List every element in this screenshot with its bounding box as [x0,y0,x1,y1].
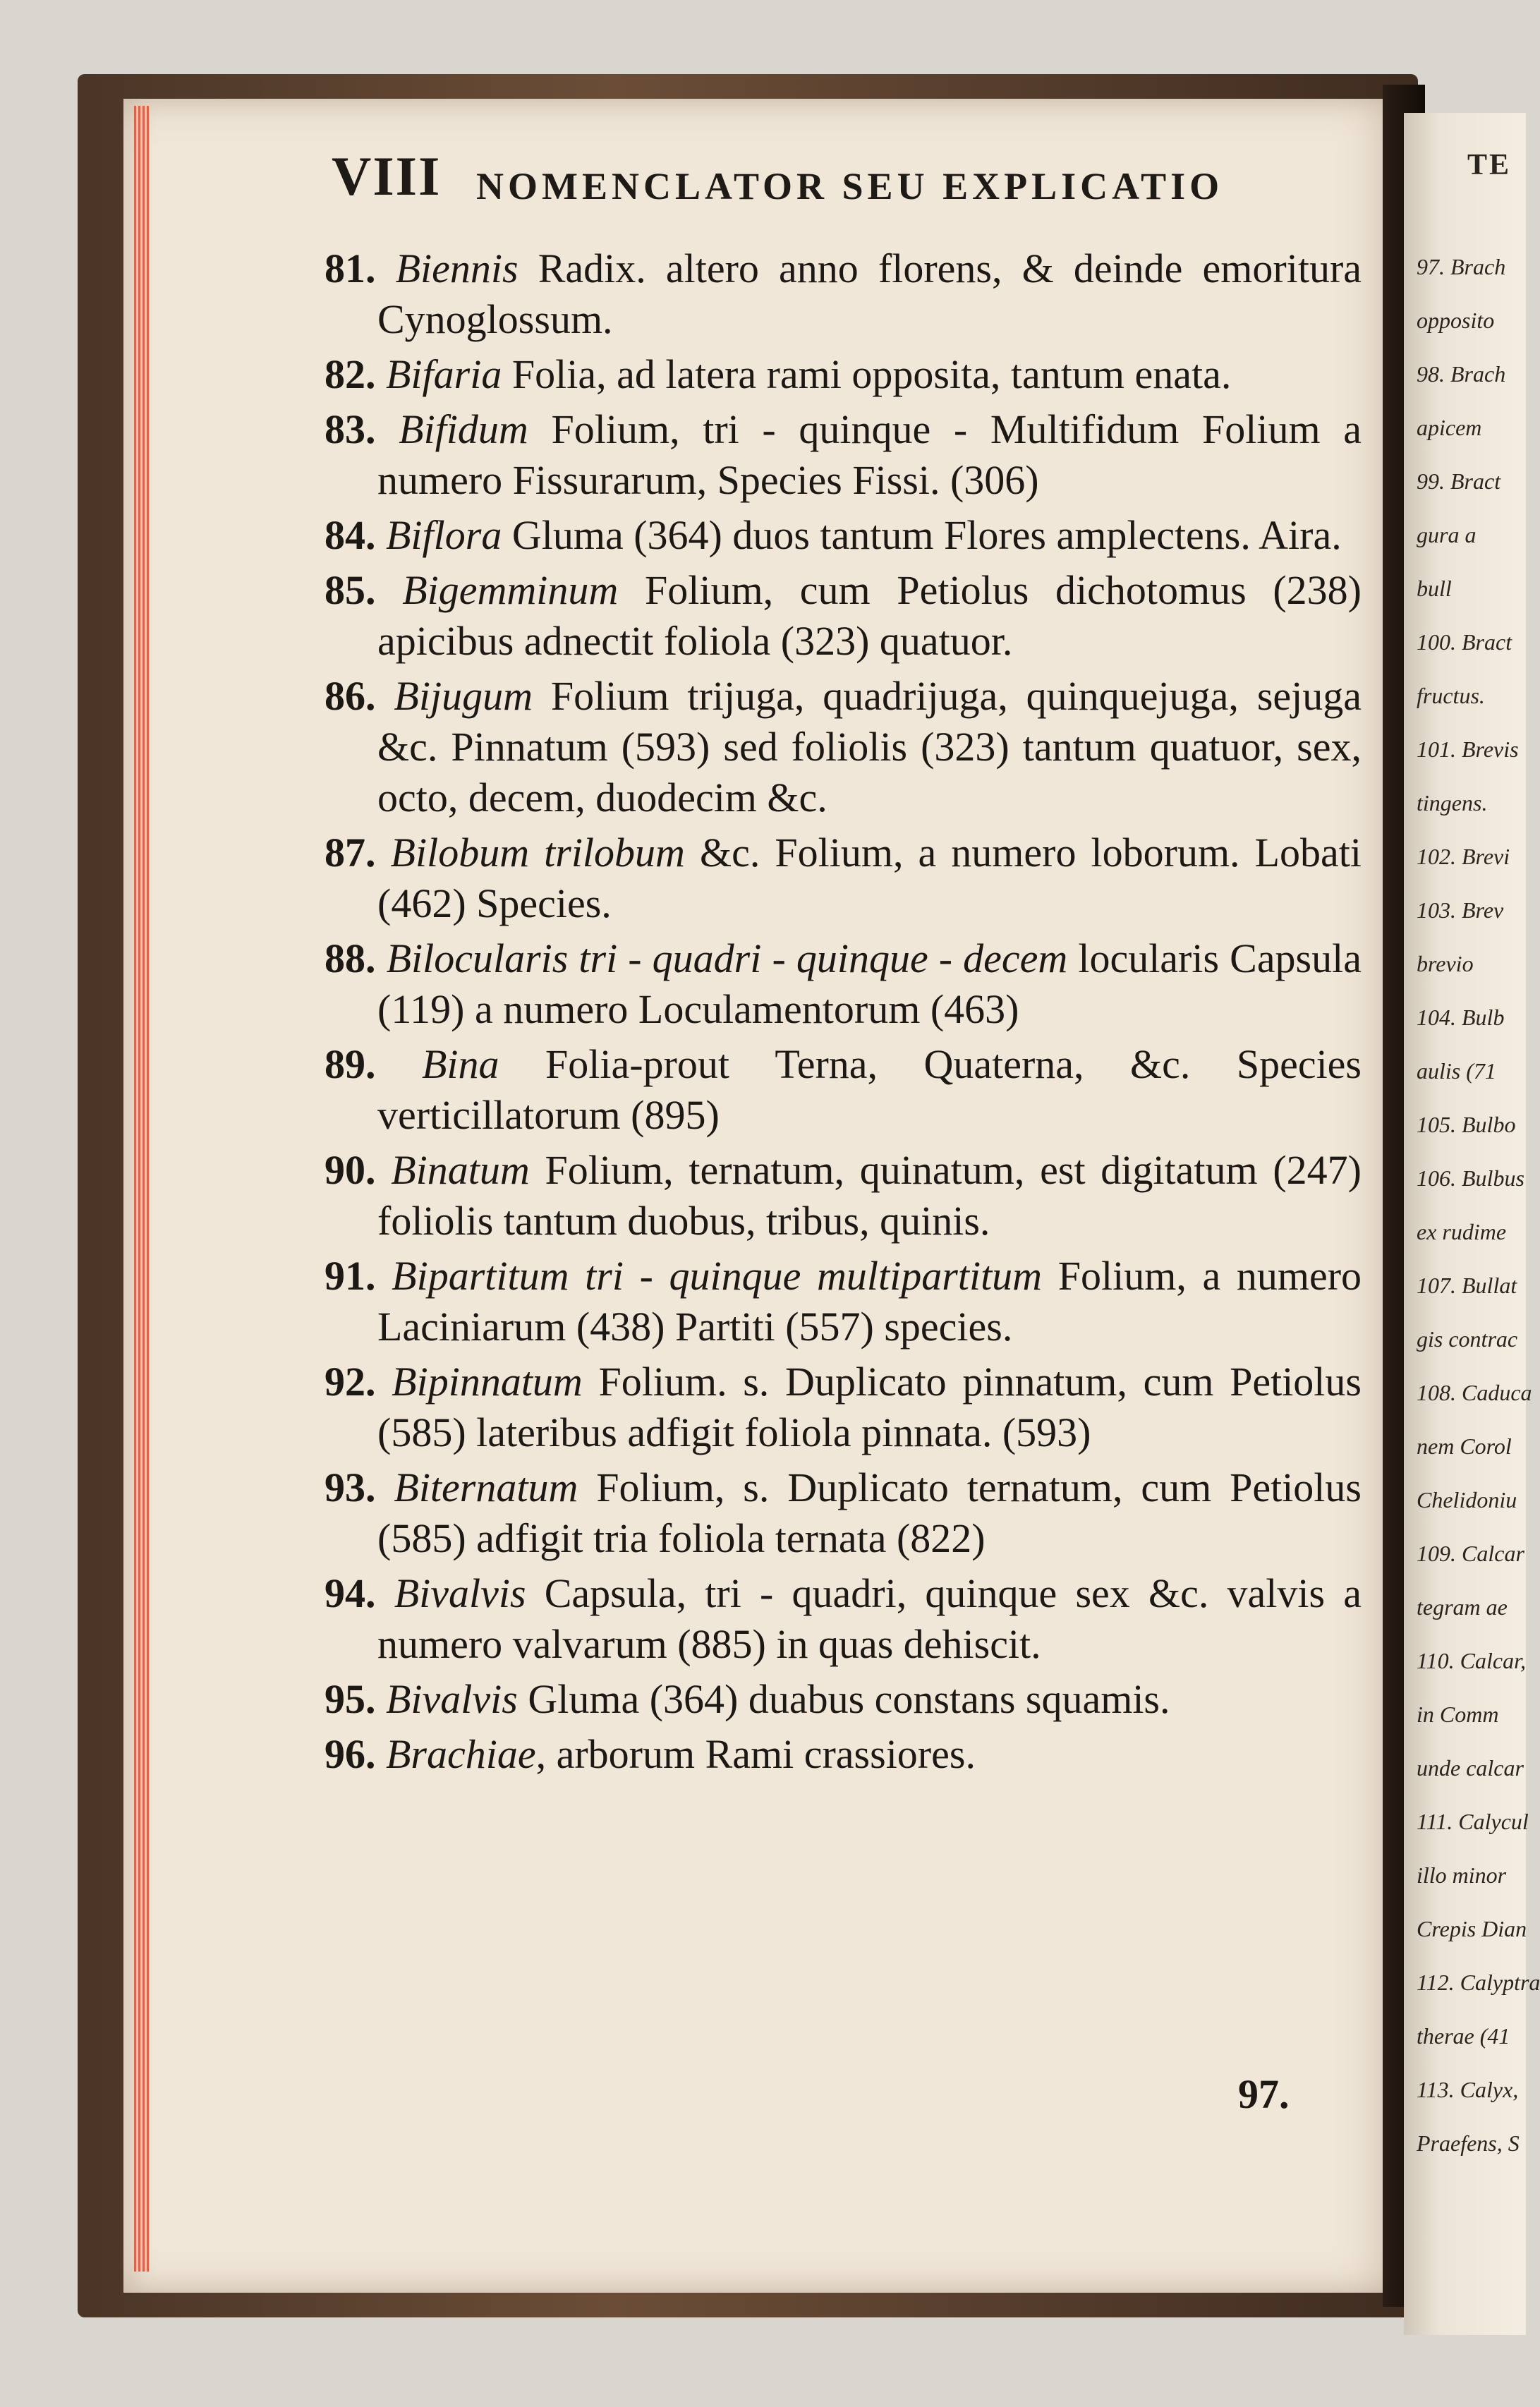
facing-line: 113. Calyx, [1417,2077,1519,2102]
entry-term: Bijugum [394,673,533,719]
facing-line: 105. Bulbo [1417,1112,1516,1137]
facing-line: 98. Brach [1417,361,1506,387]
glossary-entry [325,243,1362,345]
entry-number: 96. [325,1731,376,1777]
entry-definition: Gluma (364) duos tantum Flores amplectens. Aira. [502,512,1342,558]
entry-definition: Folium, tri - quinque - Multifidum Folium a numero Fissurarum, Species Fissi. (306) [377,406,1362,503]
entry-number: 87. [325,830,376,875]
entry-definition: Radix. altero anno florens, & deinde emoritura Cynoglossum. [377,245,1362,342]
entry-term: Bipartitum tri - quinque multipartitum [392,1253,1043,1299]
entry-definition: Folia-prout Terna, Quaterna, &c. Species verticillatorum (895) [377,1041,1362,1138]
page-number: VIII [332,145,442,207]
entry-definition: , arborum Rami crassiores. [535,1731,976,1777]
entry-definition: Folium. s. Duplicato pinnatum, cum Petiolus (585) lateribus adfigit foliola pinnata. (593) [377,1359,1362,1455]
entry-number: 88. [325,935,376,981]
facing-line: 104. Bulb [1417,1005,1505,1030]
glossary-entry [325,565,1362,667]
facing-line: unde calcar [1417,1755,1524,1781]
facing-line: Praefens, S [1417,2130,1520,2156]
facing-line: bull [1417,576,1452,601]
glossary-entry [325,671,1362,823]
entry-definition: Folium trijuga, quadrijuga, quinquejuga, sejuga &c. Pinnatum (593) sed foliolis (323) tantum quatuor, sex, octo, decem, duodecim &c. [377,673,1362,820]
entry-definition: Folium, a numero Laciniarum (438) Partiti (557) species. [377,1253,1362,1350]
entry-term: Biternatum [394,1465,578,1510]
facing-line: 110. Calcar, [1417,1648,1526,1673]
entry-definition: locularis Capsula (119) a numero Loculamentorum (463) [377,935,1362,1032]
facing-page [1404,113,1540,2335]
facing-line: tingens. [1417,790,1488,816]
entry-number: 93. [325,1465,376,1510]
entry-term: Bina [421,1041,499,1087]
facing-line: 101. Brevis [1417,736,1519,762]
entry-term: Bilocularis tri - quadri - quinque - decem [386,935,1068,981]
facing-line: 99. Bract [1417,468,1501,494]
glossary-entry [325,1462,1362,1564]
entry-term: Brachiae [386,1731,536,1777]
entry-number: 92. [325,1359,376,1405]
facing-line: 102. Brevi [1417,844,1510,869]
facing-line: therae (41 [1417,2023,1510,2049]
facing-running-head: TE [1467,149,1512,181]
entry-number: 89. [325,1041,376,1087]
page-edges [134,106,150,2272]
entry-number: 83. [325,406,376,452]
entry-number: 94. [325,1570,376,1616]
glossary-entry [325,404,1362,506]
running-head: NOMENCLATOR SEU EXPLICATIO [476,165,1224,207]
entry-number: 90. [325,1147,376,1193]
facing-line: nem Corol [1417,1433,1512,1459]
facing-line: Crepis Dian [1417,1916,1527,1941]
facing-line: 103. Brev [1417,897,1504,923]
entry-term: Biennis [395,245,519,291]
entry-number: 91. [325,1253,376,1299]
glossary-entry [325,1251,1362,1352]
facing-line: aulis (71 [1417,1058,1496,1084]
glossary-entry [325,1674,1362,1725]
glossary-entries [325,243,1362,1784]
facing-line: opposito [1417,308,1495,333]
facing-line: ex rudime [1417,1219,1507,1244]
facing-line: Chelidoniu [1417,1487,1517,1512]
entry-term: Biflora [386,512,502,558]
entry-term: Bilobum trilobum [390,830,685,875]
facing-line: gura a [1417,522,1477,547]
facing-line: 100. Bract [1417,629,1512,655]
glossary-entry [325,1145,1362,1247]
glossary-entry [325,827,1362,929]
catchword: 97. [1238,2071,1290,2117]
glossary-entry [325,510,1362,561]
entry-definition: Folium, s. Duplicato ternatum, cum Petiolus (585) adfigit tria foliola ternata (822) [377,1465,1362,1561]
facing-line: illo minor [1417,1862,1507,1888]
entry-number: 85. [325,567,376,613]
page-header [332,145,1319,222]
entry-number: 81. [325,245,376,291]
glossary-entry [325,933,1362,1035]
entry-definition: &c. Folium, a numero loborum. Lobati (462) Species. [377,830,1362,926]
entry-number: 95. [325,1676,376,1722]
entry-term: Binatum [391,1147,530,1193]
entry-number: 82. [325,351,376,397]
entry-number: 84. [325,512,376,558]
facing-line: 97. Brach [1417,254,1506,279]
entry-definition: Capsula, tri - quadri, quinque sex &c. valvis a numero valvarum (885) in quas dehiscit. [377,1570,1362,1667]
entry-term: Bivalvis [386,1676,518,1722]
facing-line: apicem [1417,415,1482,440]
entry-term: Bifidum [399,406,528,452]
facing-line: tegram ae [1417,1594,1508,1620]
entry-number: 86. [325,673,376,719]
entry-definition: Folia, ad latera rami opposita, tantum enata. [502,351,1232,397]
entry-term: Bifaria [386,351,502,397]
entry-definition: Folium, cum Petiolus dichotomus (238) apicibus adnectit foliola (323) quatuor. [377,567,1362,664]
glossary-entry [325,1568,1362,1670]
glossary-entry [325,1357,1362,1458]
glossary-entry [325,1729,1362,1780]
facing-line: in Comm [1417,1702,1499,1727]
facing-line: 108. Caduca [1417,1380,1532,1405]
facing-line: 111. Calycul [1417,1809,1529,1834]
facing-line: 107. Bullat [1417,1273,1517,1298]
entry-definition: Folium, ternatum, quinatum, est digitatum (247) foliolis tantum duobus, tribus, quinis. [377,1147,1362,1244]
facing-line: brevio [1417,951,1474,976]
facing-line: 112. Calyptra [1417,1970,1540,1995]
facing-line: 106. Bulbus [1417,1165,1524,1191]
facing-line: gis contrac [1417,1326,1518,1352]
glossary-entry [325,1039,1362,1141]
glossary-entry [325,349,1362,400]
entry-term: Bipinnatum [392,1359,583,1405]
entry-definition: Gluma (364) duabus constans squamis. [517,1676,1170,1722]
entry-term: Bigemminum [402,567,619,613]
entry-term: Bivalvis [394,1570,526,1616]
facing-line: 109. Calcar [1417,1541,1524,1566]
facing-line: fructus. [1417,683,1485,708]
